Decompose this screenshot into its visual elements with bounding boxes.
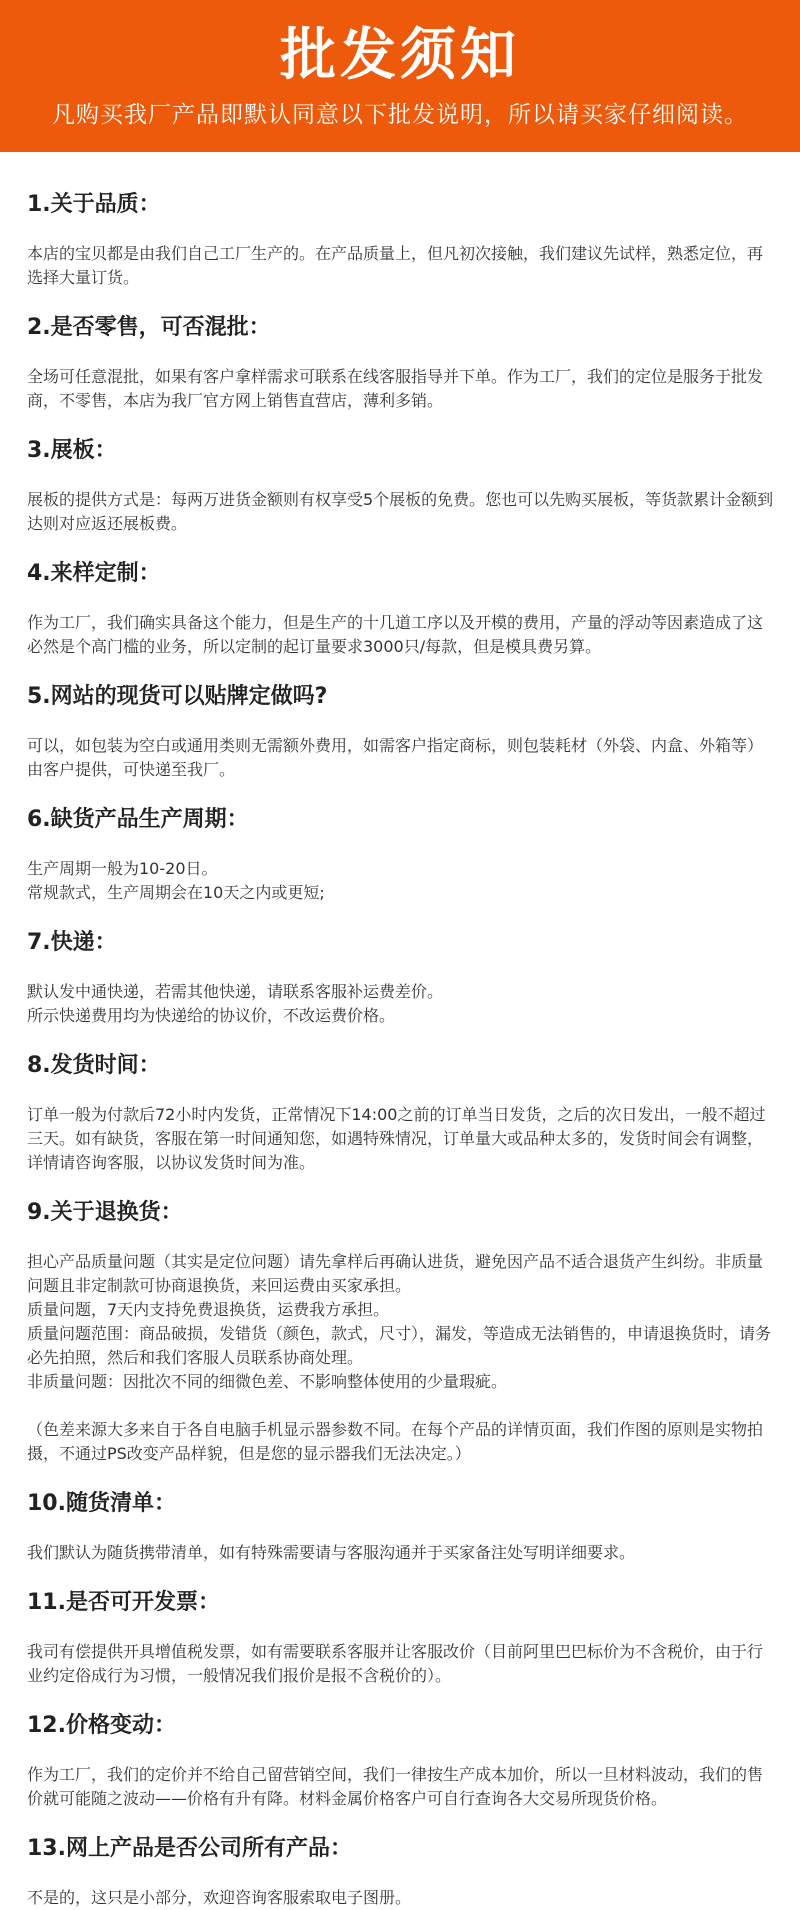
section-custom-order: [27, 536, 774, 659]
section-text: 质量问题范围：商品破损，发错货（颜色，款式，尺寸），漏发，等造成无法销售的，申请退换货时，请务必先拍照，然后和我们客服人员联系协商处理。: [27, 1324, 772, 1367]
page-title: 批发须知: [280, 23, 520, 88]
section-online-products: [27, 1811, 774, 1910]
section-title: 1.关于品质：: [27, 192, 161, 217]
section-text: 可以，如包装为空白或通用类则无需额外费用，如需客户指定商标，则包装耗材（外袋、内盒、外箱等）由客户提供，可快递至我厂。: [27, 736, 764, 779]
page-subtitle: 凡购买我厂产品即默认同意以下批发说明，所以请买家仔细阅读。: [52, 102, 748, 128]
section-text: 我司有偿提供开具增值税发票，如有需要联系客服并让客服改价（目前阿里巴巴标价为不含税价，由于行业约定俗成行为习惯，一般情况我们报价是报不含税价的）。: [27, 1642, 764, 1685]
section-price-change: [27, 1688, 774, 1811]
section-title: 2.是否零售，可否混批：: [27, 315, 271, 340]
section-text: 非质量问题：因批次不同的细微色差、不影响整体使用的少量瑕疵。: [27, 1372, 508, 1391]
section-text: 不是的，这只是小部分，欢迎咨询客服索取电子图册。: [27, 1888, 412, 1907]
section-title: 7.快递：: [27, 930, 117, 955]
section-title: 9.关于退换货：: [27, 1200, 183, 1225]
section-text: 本店的宝贝都是由我们自己工厂生产的。在产品质量上，但凡初次接触，我们建议先试样，熟悉定位，再选择大量订货。: [27, 244, 764, 287]
section-returns: [27, 1175, 774, 1466]
section-title: 5.网站的现货可以贴牌定做吗?: [27, 684, 328, 709]
section-title: 4.来样定制：: [27, 561, 161, 586]
section-text: 展板的提供方式是：每两万进货金额则有权享受5个展板的免费。您也可以先购买展板，等货款累计金额到达则对应返还展板费。: [27, 490, 774, 533]
section-text: 默认发中通快递，若需其他快递，请联系客服补运费差价。: [27, 982, 444, 1001]
section-text: 质量问题，7天内支持免费退换货，运费我方承担。: [27, 1300, 390, 1319]
section-text: 我们默认为随货携带清单，如有特殊需要请与客服沟通并于买家备注处写明详细要求。: [27, 1543, 636, 1562]
section-text: 所示快递费用均为快递给的协议价，不改运费价格。: [27, 1006, 396, 1025]
section-note: （色差来源大多来自于各自电脑手机显示器参数不同。在每个产品的详情页面，我们作图的原则是实物拍摄，不通过PS改变产品样貌，但是您的显示器我们无法决定。）: [27, 1420, 764, 1463]
section-private-label: [27, 659, 774, 782]
section-title: 8.发货时间：: [27, 1053, 161, 1078]
section-production-cycle: [27, 782, 774, 905]
section-text: 作为工厂，我们的定价并不给自己留营销空间，我们一律按生产成本加价，所以一旦材料波动，我们的售价就可能随之波动——价格有升有降。材料金属价格客户可自行查询各大交易所现货价格。: [27, 1765, 764, 1808]
header-banner: [0, 0, 800, 152]
section-text: 常规款式，生产周期会在10天之内或更短;: [27, 883, 325, 902]
section-text: 作为工厂，我们确实具备这个能力，但是生产的十几道工序以及开模的费用，产量的浮动等因素造成了这必然是个高门槛的业务，所以定制的起订量要求3000只/每款，但是模具费另算。: [27, 613, 764, 656]
section-title: 6.缺货产品生产周期：: [27, 807, 249, 832]
section-display-board: [27, 413, 774, 536]
section-text: 生产周期一般为10-20日。: [27, 859, 218, 878]
section-delivery-time: [27, 1028, 774, 1175]
section-text: 订单一般为付款后72小时内发货，正常情况下14:00之前的订单当日发货，之后的次日发出，一般不超过三天。如有缺货，客服在第一时间通知您，如遇特殊情况，订单量大或品种太多的，发货时间会有调整，详情请咨询客服，以协议发货时间为准。: [27, 1105, 766, 1172]
section-invoice: [27, 1565, 774, 1688]
section-shipping-courier: [27, 905, 774, 1028]
section-quality: [27, 152, 774, 290]
section-text: 担心产品质量问题（其实是定位问题）请先拿样后再确认进货，避免因产品不适合退货产生纠纷。非质量问题且非定制款可协商退换货，来回运费由买家承担。: [27, 1252, 764, 1295]
section-title: 13.网上产品是否公司所有产品：: [27, 1836, 352, 1861]
section-packing-list: [27, 1466, 774, 1565]
section-retail: [27, 290, 774, 413]
section-title: 3.展板：: [27, 438, 117, 463]
notice-content: [0, 152, 800, 1910]
section-text: 全场可任意混批，如果有客户拿样需求可联系在线客服指导并下单。作为工厂，我们的定位是服务于批发商，不零售，本店为我厂官方网上销售直营店，薄利多销。: [27, 367, 764, 410]
section-title: 11.是否可开发票：: [27, 1590, 220, 1615]
section-title: 10.随货清单：: [27, 1491, 176, 1516]
section-title: 12.价格变动：: [27, 1713, 176, 1738]
